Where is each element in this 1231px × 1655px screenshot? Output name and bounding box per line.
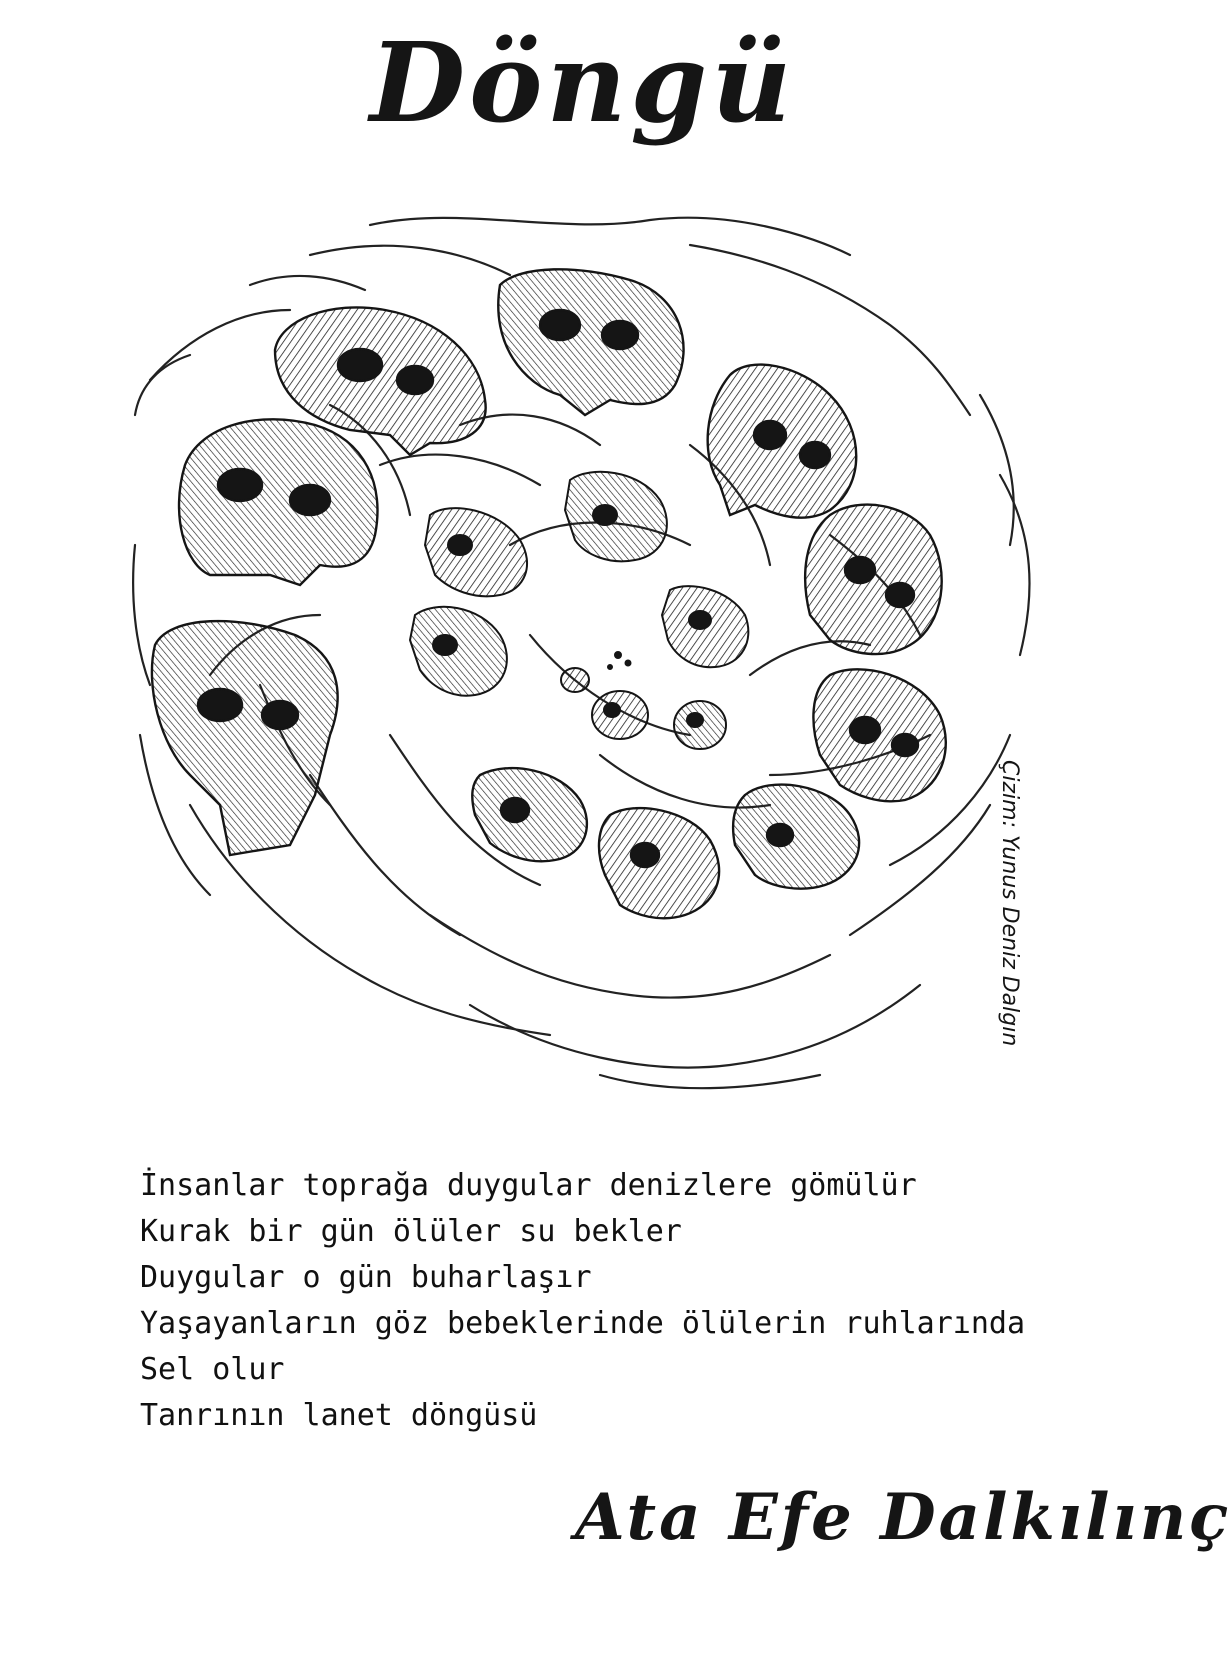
skull-ring-inner xyxy=(410,472,748,749)
poem-body xyxy=(140,1163,1100,1439)
poem-line: Tanrının lanet döngüsü xyxy=(140,1398,538,1433)
illustration-credit: Çizim: Yunus Deniz Dalgın xyxy=(997,760,1022,1047)
skulls-illustration xyxy=(130,215,1040,1095)
poem-line: Kurak bir gün ölüler su bekler xyxy=(140,1214,682,1249)
poem-line: Sel olur xyxy=(140,1352,285,1387)
poem-line: Yaşayanların göz bebeklerinde ölülerin ruhlarında xyxy=(140,1306,1026,1341)
author-signature: Ata Efe Dalkılınç xyxy=(575,1480,1231,1555)
poem-line: İnsanlar toprağa duygular denizlere gömülür xyxy=(140,1168,917,1203)
skull-ring-outer xyxy=(152,269,946,918)
page-title: Döngü xyxy=(369,18,796,147)
poem-line: Duygular o gün buharlaşır xyxy=(140,1260,592,1295)
